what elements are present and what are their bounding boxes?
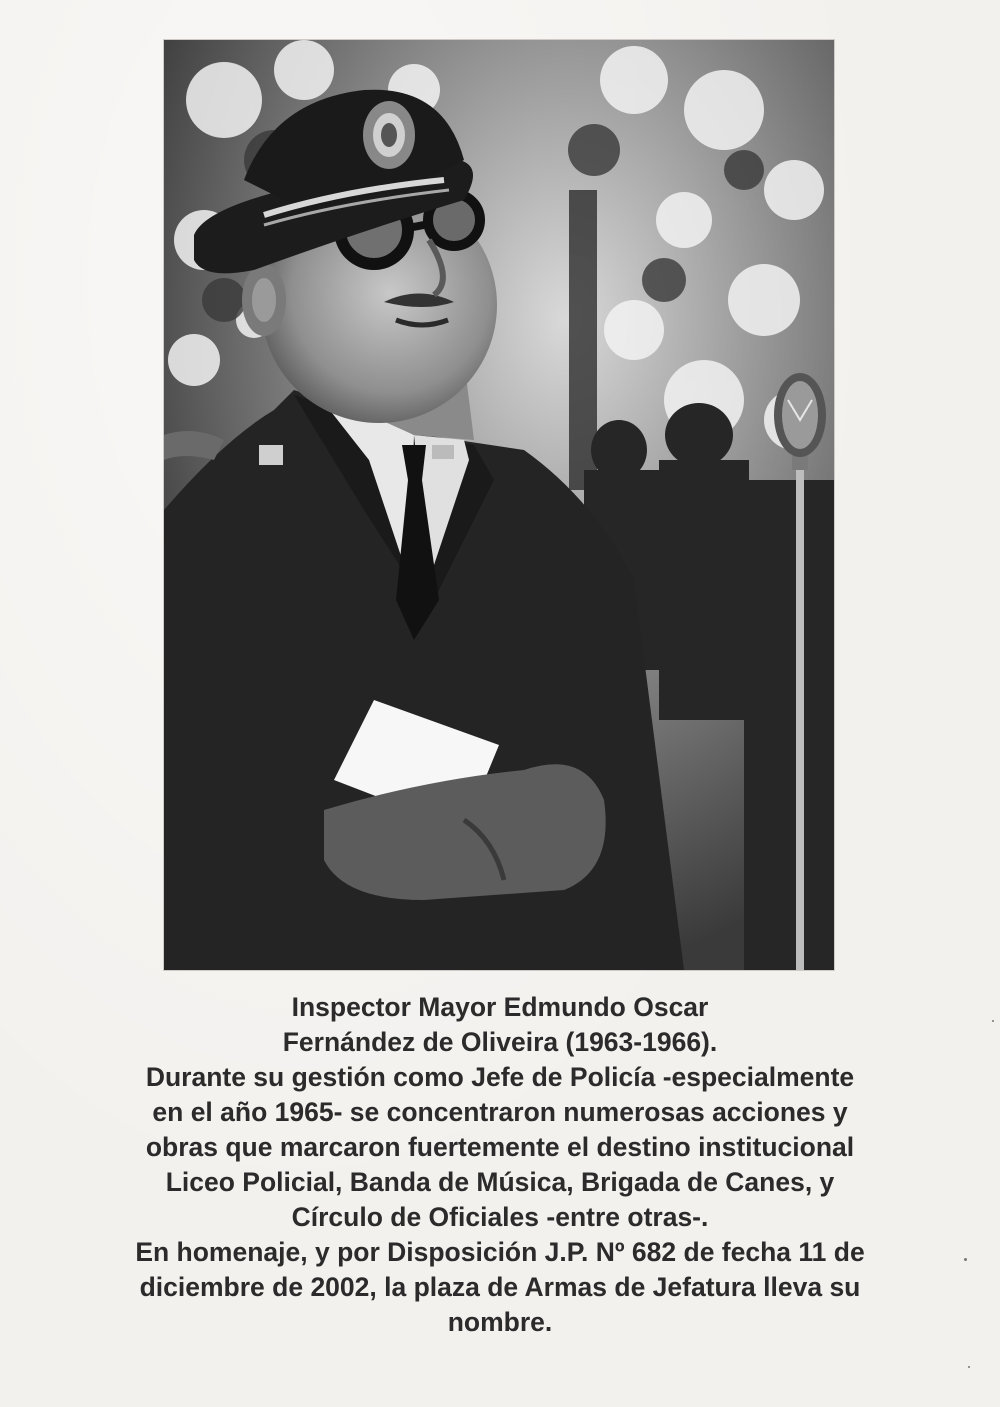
- caption-line: Inspector Mayor Edmundo Oscar: [291, 992, 709, 1022]
- caption-line: en el año 1965- se concentraron numerosas acciones y: [152, 1097, 848, 1127]
- caption-line: nombre.: [447, 1307, 553, 1337]
- caption-line: En homenaje, y por Disposición J.P. Nº 682 de fecha 11 de: [135, 1237, 865, 1267]
- caption-line: diciembre de 2002, la plaza de Armas de Jefatura lleva su: [139, 1272, 861, 1302]
- scan-speck: [992, 1020, 994, 1022]
- caption-line: Durante su gestión como Jefe de Policía -especialmente: [145, 1062, 855, 1092]
- caption-line: obras que marcaron fuertemente el destino institucional: [145, 1132, 855, 1162]
- caption-line: Fernández de Oliveira (1963-1966).: [282, 1027, 718, 1057]
- caption-line: Círculo de Oficiales -entre otras-.: [291, 1202, 709, 1232]
- scan-speck: [968, 1366, 970, 1368]
- scan-speck: [964, 1258, 967, 1261]
- caption-line: Liceo Policial, Banda de Música, Brigada de Canes, y: [165, 1167, 835, 1197]
- portrait-photo: [164, 40, 834, 970]
- photo-caption: [40, 990, 960, 1340]
